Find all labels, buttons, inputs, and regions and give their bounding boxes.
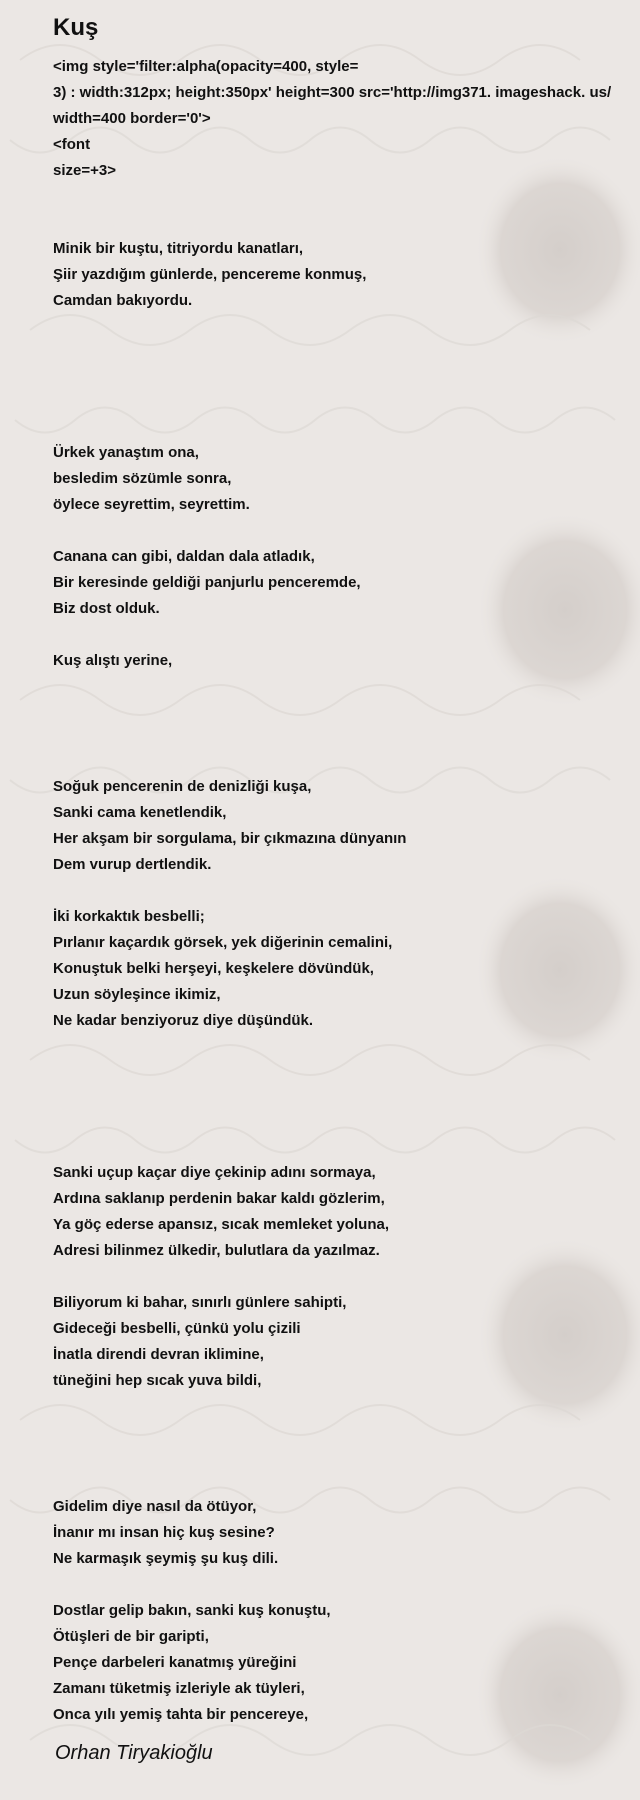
- poem-stanza: [53, 1160, 633, 1264]
- poem-line: Ya göç ederse apansız, sıcak memleket yoluna,: [53, 1216, 389, 1233]
- poem-container: [53, 10, 633, 1765]
- poem-stanza: [53, 648, 633, 674]
- poem-stanza: [53, 1598, 633, 1728]
- poem-line: Uzun söyleşince ikimiz,: [53, 986, 221, 1003]
- poem-stanza: [53, 440, 633, 518]
- raw-html-code-text: [53, 54, 640, 184]
- poem-line: İnanır mı insan hiç kuş sesine?: [53, 1524, 275, 1541]
- poem-line: Dostlar gelip bakın, sanki kuş konuştu,: [53, 1602, 331, 1619]
- poem-line: Ötüşleri de bir garipti,: [53, 1628, 209, 1645]
- code-line: width=400 border='0'>: [53, 110, 211, 127]
- poem-stanza: [53, 236, 633, 314]
- poem-line: Gideceği besbelli, çünkü yolu çizili: [53, 1320, 301, 1337]
- poem-line: tüneğini hep sıcak yuva bildi,: [53, 1372, 262, 1389]
- poem-line: Zamanı tüketmiş izleriyle ak tüyleri,: [53, 1680, 305, 1697]
- poem-line: Ne kadar benziyoruz diye düşündük.: [53, 1012, 314, 1029]
- poem-line: Adresi bilinmez ülkedir, bulutlara da yazılmaz.: [53, 1242, 380, 1259]
- poem-title: Kuş: [53, 14, 99, 41]
- code-line: size=+3>: [53, 162, 116, 179]
- poem-line: Sanki cama kenetlendik,: [53, 804, 227, 821]
- poem-line: Her akşam bir sorgulama, bir çıkmazına dünyanın: [53, 830, 407, 847]
- poem-line: Pençe darbeleri kanatmış yüreğini: [53, 1654, 297, 1671]
- poem-line: Kuş alıştı yerine,: [53, 652, 173, 669]
- poem-line: Soğuk pencerenin de denizliği kuşa,: [53, 778, 312, 795]
- poem-line: besledim sözümle sonra,: [53, 470, 232, 487]
- poem-line: Ürkek yanaştım ona,: [53, 444, 199, 461]
- code-line: 3) : width:312px; height:350px' height=300 src='http://img371. imageshack. us/: [53, 84, 612, 101]
- poem-line: Ardına saklanıp perdenin bakar kaldı gözlerim,: [53, 1190, 385, 1207]
- poem-stanza: [53, 774, 633, 878]
- poem-line: Konuştuk belki herşeyi, keşkelere dövündük,: [53, 960, 374, 977]
- poem-line: Gidelim diye nasıl da ötüyor,: [53, 1498, 257, 1515]
- poem-line: Dem vurup dertlendik.: [53, 856, 212, 873]
- poem-line: Bir keresinde geldiği panjurlu penceremde,: [53, 574, 361, 591]
- poem-stanza: [53, 1290, 633, 1394]
- poem-stanza: [53, 1494, 633, 1572]
- poem-line: Sanki uçup kaçar diye çekinip adını sormaya,: [53, 1164, 376, 1181]
- poem-line: Minik bir kuştu, titriyordu kanatları,: [53, 240, 304, 257]
- poem-line: Pırlanır kaçardık görsek, yek diğerinin cemalini,: [53, 934, 393, 951]
- poem-line: Şiir yazdığım günlerde, pencereme konmuş,: [53, 266, 367, 283]
- poem-stanza: [53, 904, 633, 1034]
- poem-line: Ne karmaşık şeymiş şu kuş dili.: [53, 1550, 279, 1567]
- poem-line: öylece seyrettim, seyrettim.: [53, 496, 250, 513]
- poem-line: Camdan bakıyordu.: [53, 292, 193, 309]
- poem-stanza: [53, 544, 633, 622]
- poem-line: Canana can gibi, daldan dala atladık,: [53, 548, 315, 565]
- poem-line: İki korkaktık besbelli;: [53, 908, 205, 925]
- code-line: <font: [53, 136, 91, 153]
- poem-line: Onca yılı yemiş tahta bir pencereye,: [53, 1706, 309, 1723]
- code-line: <img style='filter:alpha(opacity=400, style=: [53, 58, 359, 75]
- poem-line: Biliyorum ki bahar, sınırlı günlere sahipti,: [53, 1294, 347, 1311]
- poem-author: Orhan Tiryakioğlu: [55, 1742, 213, 1764]
- poem-line: Biz dost olduk.: [53, 600, 160, 617]
- poem-line: İnatla direndi devran iklimine,: [53, 1346, 264, 1363]
